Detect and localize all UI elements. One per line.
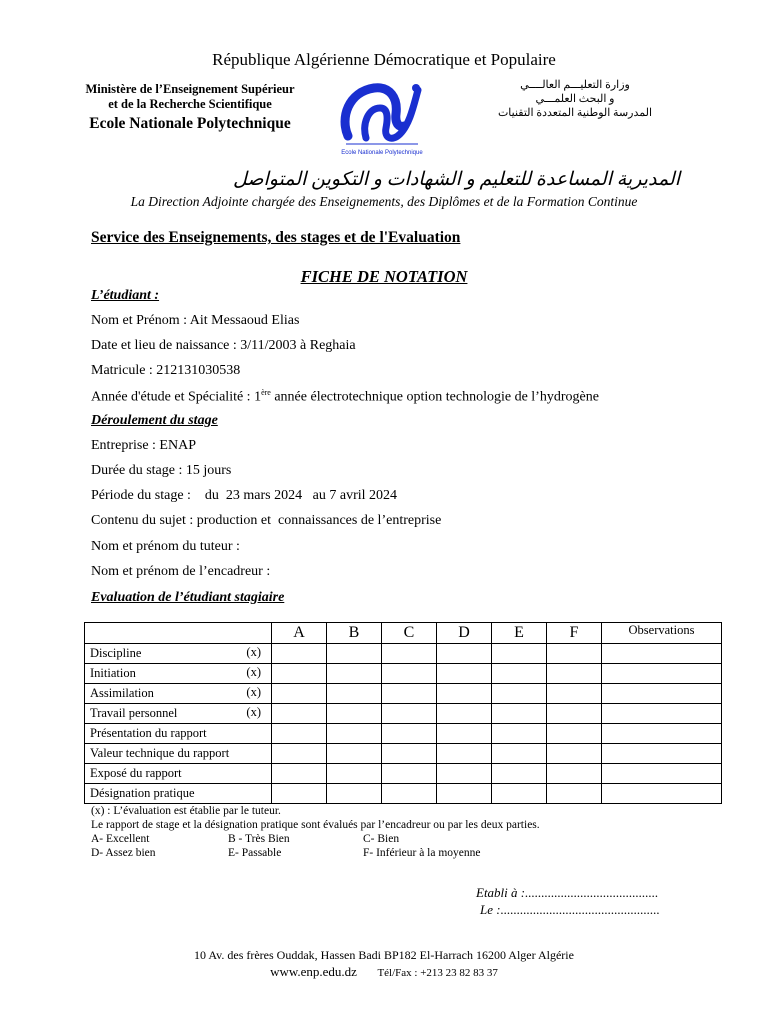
criterion-label: Désignation pratique	[90, 786, 195, 800]
grade-cell[interactable]	[437, 704, 492, 724]
service-title: Service des Enseignements, des stages et de l'Evaluation	[91, 229, 461, 246]
grade-cell[interactable]	[272, 644, 327, 664]
grade-cell[interactable]	[382, 744, 437, 764]
table-row	[85, 704, 722, 724]
criterion-designation-pratique	[85, 784, 272, 804]
grade-cell[interactable]	[382, 784, 437, 804]
table-row	[85, 764, 722, 784]
student-birth: Date et lieu de naissance : 3/11/2003 à Reghaia	[91, 338, 356, 353]
student-section-label: L’étudiant :	[91, 288, 160, 303]
grade-cell[interactable]	[327, 744, 382, 764]
table-header-row	[85, 623, 722, 644]
table-row	[85, 664, 722, 684]
criterion-assimilation	[85, 684, 272, 704]
ministry-fr-line1: Ministère de l’Enseignement Supérieur	[85, 82, 295, 96]
observation-cell[interactable]	[602, 724, 722, 744]
table-row	[85, 684, 722, 704]
grade-cell[interactable]	[382, 684, 437, 704]
enp-logo	[338, 78, 426, 158]
grade-cell[interactable]	[327, 724, 382, 744]
ministry-fr-line2: et de la Recherche Scientifique	[108, 97, 272, 111]
student-year-sup: ère	[261, 388, 271, 397]
ministry-ar	[460, 78, 690, 120]
internship-company: Entreprise : ENAP	[91, 438, 196, 453]
observation-cell[interactable]	[602, 684, 722, 704]
header-empty-cell	[85, 623, 272, 644]
form-title: FICHE DE NOTATION	[300, 267, 468, 286]
grade-cell[interactable]	[272, 724, 327, 744]
direction-ar: المديرية المساعدة للتعليم و الشهادات و التكوين المتواصل	[232, 169, 680, 190]
observations-header: Observations	[602, 623, 722, 644]
tutor-note: (x) : L’évaluation est établie par le tuteur.	[91, 805, 281, 817]
criterion-label: Exposé du rapport	[90, 766, 182, 780]
ministry-fr	[60, 82, 320, 112]
grade-cell[interactable]	[547, 724, 602, 744]
scale-f: F- Inférieur à la moyenne	[363, 847, 481, 859]
criterion-valeur-technique	[85, 744, 272, 764]
grade-cell[interactable]	[272, 764, 327, 784]
republic-title: République Algérienne Démocratique et Populaire	[212, 50, 556, 69]
student-year-prefix: Année d'étude et Spécialité : 1	[91, 389, 262, 405]
observation-cell[interactable]	[602, 704, 722, 724]
grade-cell[interactable]	[272, 664, 327, 684]
evaluation-section-label: Evaluation de l’étudiant stagiaire	[91, 590, 285, 605]
grade-cell[interactable]	[327, 684, 382, 704]
scale-a: A- Excellent	[91, 833, 150, 845]
grade-cell[interactable]	[272, 684, 327, 704]
criterion-label: Présentation du rapport	[90, 726, 207, 740]
footer-phone: Tél/Fax : +213 23 82 83 37	[377, 967, 498, 979]
criterion-initiation	[85, 664, 272, 684]
grade-cell[interactable]	[547, 784, 602, 804]
grade-cell[interactable]	[437, 784, 492, 804]
grade-cell[interactable]	[437, 724, 492, 744]
grade-cell[interactable]	[382, 764, 437, 784]
grade-cell[interactable]	[547, 684, 602, 704]
grade-cell[interactable]	[327, 644, 382, 664]
internship-period: Période du stage : du 23 mars 2024 au 7 avril 2024	[91, 488, 398, 503]
grade-header-c: C	[382, 623, 437, 644]
internship-subject: Contenu du sujet : production et connaissances de l’entreprise	[91, 513, 442, 528]
grade-cell[interactable]	[547, 744, 602, 764]
ministry-ar-line1: وزارة التعليـــم العالــــي	[520, 79, 630, 91]
observation-cell[interactable]	[602, 764, 722, 784]
internship-tutor: Nom et prénom du tuteur :	[91, 539, 240, 554]
observation-cell[interactable]	[602, 744, 722, 764]
grade-cell[interactable]	[492, 764, 547, 784]
criterion-label: Initiation	[90, 666, 136, 680]
grade-cell[interactable]	[327, 784, 382, 804]
logo-caption: Ecole Nationale Polytechnique	[341, 150, 423, 156]
internship-section-label: Déroulement du stage	[91, 413, 218, 428]
grade-cell[interactable]	[437, 644, 492, 664]
criterion-label: Assimilation	[90, 686, 154, 700]
grade-cell[interactable]	[382, 704, 437, 724]
student-year	[91, 388, 599, 406]
criterion-label: Travail personnel	[90, 706, 178, 720]
table-row	[85, 644, 722, 664]
grade-cell[interactable]	[437, 744, 492, 764]
grade-cell[interactable]	[547, 664, 602, 684]
grade-cell[interactable]	[272, 784, 327, 804]
criterion-mark: (x)	[246, 665, 261, 679]
grade-cell[interactable]	[437, 664, 492, 684]
internship-duration: Durée du stage : 15 jours	[91, 463, 232, 478]
table-row	[85, 724, 722, 744]
criterion-mark: (x)	[246, 645, 261, 659]
observation-cell[interactable]	[602, 784, 722, 804]
criterion-label: Valeur technique du rapport	[90, 746, 230, 760]
internship-supervisor: Nom et prénom de l’encadreur :	[91, 564, 271, 579]
criterion-label: Discipline	[90, 646, 142, 660]
scale-b: B - Très Bien	[228, 833, 290, 845]
grade-cell[interactable]	[382, 644, 437, 664]
grade-cell[interactable]	[272, 704, 327, 724]
grade-cell[interactable]	[492, 684, 547, 704]
grade-cell[interactable]	[492, 744, 547, 764]
scale-c: C- Bien	[363, 833, 400, 845]
criterion-expose-rapport	[85, 764, 272, 784]
criterion-travail-personnel	[85, 704, 272, 724]
grade-header-b: B	[327, 623, 382, 644]
footer-website[interactable]: www.enp.edu.dz	[270, 964, 357, 979]
grade-cell[interactable]	[492, 704, 547, 724]
enp-logo-icon	[338, 78, 426, 158]
grade-cell[interactable]	[327, 764, 382, 784]
date-field: Le :.................................................	[480, 902, 660, 917]
student-year-suffix: année électrotechnique option technologie de l’hydrogène	[270, 389, 599, 405]
criterion-presentation-rapport	[85, 724, 272, 744]
grade-cell[interactable]	[437, 764, 492, 784]
evaluation-table	[84, 622, 722, 804]
grade-cell[interactable]	[547, 764, 602, 784]
grade-cell[interactable]	[492, 664, 547, 684]
report-note: Le rapport de stage et la désignation pratique sont évalués par l’encadreur ou par les deux parties.	[91, 819, 540, 831]
grade-cell[interactable]	[492, 724, 547, 744]
school-name-fr: Ecole Nationale Polytechnique	[89, 115, 291, 132]
grade-header-e: E	[492, 623, 547, 644]
grade-cell[interactable]	[547, 704, 602, 724]
criterion-mark: (x)	[246, 705, 261, 719]
scale-d: D- Assez bien	[91, 847, 156, 859]
scale-e: E- Passable	[228, 847, 282, 859]
grade-cell[interactable]	[327, 664, 382, 684]
grade-cell[interactable]	[382, 724, 437, 744]
student-matricule: Matricule : 212131030538	[91, 363, 241, 378]
direction-fr: La Direction Adjointe chargée des Enseignements, des Diplômes et de la Formation Continue	[130, 194, 638, 209]
table-row	[85, 784, 722, 804]
grade-cell[interactable]	[437, 684, 492, 704]
grade-cell[interactable]	[272, 744, 327, 764]
grade-cell[interactable]	[327, 704, 382, 724]
observation-cell[interactable]	[602, 644, 722, 664]
criterion-mark: (x)	[246, 685, 261, 699]
grade-header-a: A	[272, 623, 327, 644]
school-name-ar: المدرسة الوطنية المتعددة التقنيات	[497, 107, 653, 119]
etabli-field: Etabli à :.........................................	[476, 885, 659, 900]
table-row	[85, 744, 722, 764]
observation-cell[interactable]	[602, 664, 722, 684]
grade-cell[interactable]	[492, 644, 547, 664]
grade-cell[interactable]	[547, 644, 602, 664]
criterion-discipline	[85, 644, 272, 664]
grade-cell[interactable]	[492, 784, 547, 804]
grade-cell[interactable]	[382, 664, 437, 684]
ministry-ar-line2: و البحث العلمـــي	[535, 93, 615, 105]
footer-contact	[0, 964, 768, 980]
student-name: Nom et Prénom : Ait Messaoud Elias	[91, 313, 300, 328]
footer-address: 10 Av. des frères Ouddak, Hassen Badi BP182 El-Harrach 16200 Alger Algérie	[194, 948, 574, 962]
grade-header-f: F	[547, 623, 602, 644]
grade-header-d: D	[437, 623, 492, 644]
